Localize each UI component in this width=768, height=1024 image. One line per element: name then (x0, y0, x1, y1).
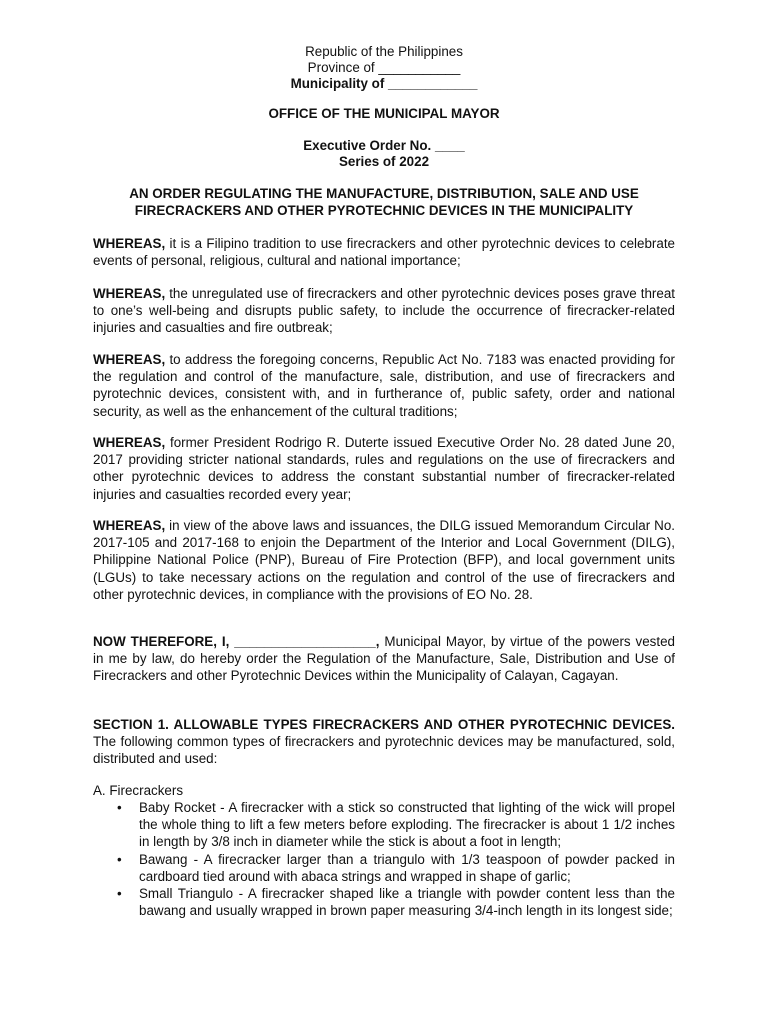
list-item (93, 799, 675, 851)
whereas-text: it is a Filipino tradition to use firecrackers and other pyrotechnic devices to celebrate events of personal, religious, cultural and national importance; (93, 236, 675, 269)
list-item-text: Bawang - A firecracker larger than a triangulo with 1/3 teaspoon of powder packed in cardboard tied around with abaca strings and wrapped in shape of garlic; (139, 851, 675, 884)
office-heading: OFFICE OF THE MUNICIPAL MAYOR (268, 106, 500, 121)
now-therefore-lead: NOW THEREFORE, I, ___________________, (93, 634, 380, 649)
province-line: Province of ___________ (307, 60, 461, 75)
whereas-lead: WHEREAS, (93, 286, 166, 301)
bullet-icon: • (117, 851, 122, 867)
now-therefore-text: Municipal Mayor, by virtue of the powers vested in me by law, do hereby order the Regulation of the Manufacture, Sale, Distribution and Use of Firecrackers and other Pyrotechnic Devices within the Municipality of Calayan, Cagayan. (93, 634, 675, 684)
republic-line: Republic of the Philippines (305, 44, 463, 59)
whereas-lead: WHEREAS, (93, 435, 166, 450)
whereas-clause-3 (93, 351, 675, 420)
list-item-text: Small Triangulo - A firecracker shaped like a triangle with powder content less than the bawang and usually wrapped in brown paper measuring 3/4-inch length in its longest side; (139, 886, 675, 919)
whereas-text: to address the foregoing concerns, Republic Act No. 7183 was enacted providing for the regulation and control of the manufacture, sale, distribution, and use of firecrackers and pyrotechnic devices, consistent with, and in furtherance of, public safety, order and national security, as well as the enhancement of the cultural traditions; (93, 352, 675, 419)
whereas-text: the unregulated use of firecrackers and other pyrotechnic devices poses grave threat to one’s well-being and disrupts public safety, to include the occurrence of firecracker-related injuries and casualties and fire outbreak; (93, 286, 675, 336)
whereas-clause-2 (93, 285, 675, 337)
section-1 (93, 716, 675, 768)
list-a-heading: A. Firecrackers (93, 783, 184, 798)
bullet-icon: • (117, 886, 122, 902)
whereas-lead: WHEREAS, (93, 518, 166, 533)
whereas-text: in view of the above laws and issuances, the DILG issued Memorandum Circular No. 2017-105 and 2017-168 to enjoin the Department of the Interior and Local Government (DILG), Philippine National Police (PNP), Bureau of Fire Protection (BFP), and local government units (LGUs) to take necessary actions on the regulation and control of the use of firecrackers and other pyrotechnic devices, in compliance with the provisions of EO No. 28. (93, 518, 675, 602)
list-item-text: Baby Rocket - A firecracker with a stick so constructed that lighting of the wick will propel the whole thing to lift a few meters before exploding. The firecracker is about 1 1/2 inches in length by 3/8 inch in diameter while the stick is about a foot in length; (139, 800, 675, 850)
municipality-line: Municipality of ____________ (290, 76, 478, 91)
whereas-clause-4 (93, 434, 675, 503)
section-1-heading: SECTION 1. ALLOWABLE TYPES FIRECRACKERS AND OTHER PYROTECHNIC DEVICES. (93, 717, 675, 732)
whereas-lead: WHEREAS, (93, 352, 166, 367)
bullet-icon: • (117, 800, 122, 815)
order-title: AN ORDER REGULATING THE MANUFACTURE, DISTRIBUTION, SALE AND USE FIRECRACKERS AND OTHER PYROTECHNIC DEVICES IN THE MUNICIPALITY (129, 186, 639, 219)
whereas-lead: WHEREAS, (93, 236, 166, 251)
list-item (93, 885, 675, 919)
list-item (93, 851, 675, 885)
executive-order-number: Executive Order No. ____ (303, 138, 465, 153)
section-1-text: The following common types of firecrackers and pyrotechnic devices may be manufactured, sold, distributed and used: (93, 734, 675, 767)
firecrackers-list (93, 799, 675, 919)
now-therefore-clause (93, 633, 675, 685)
series-line: Series of 2022 (338, 154, 430, 169)
whereas-clause-1 (93, 235, 675, 269)
whereas-text: former President Rodrigo R. Duterte issued Executive Order No. 28 dated June 20, 2017 providing stricter national standards, rules and regulations on the use of firecrackers and other pyrotechnic devices to address the constant substantial number of firecracker-related injuries and casualties recorded every year; (93, 435, 675, 502)
whereas-clause-5 (93, 517, 675, 603)
